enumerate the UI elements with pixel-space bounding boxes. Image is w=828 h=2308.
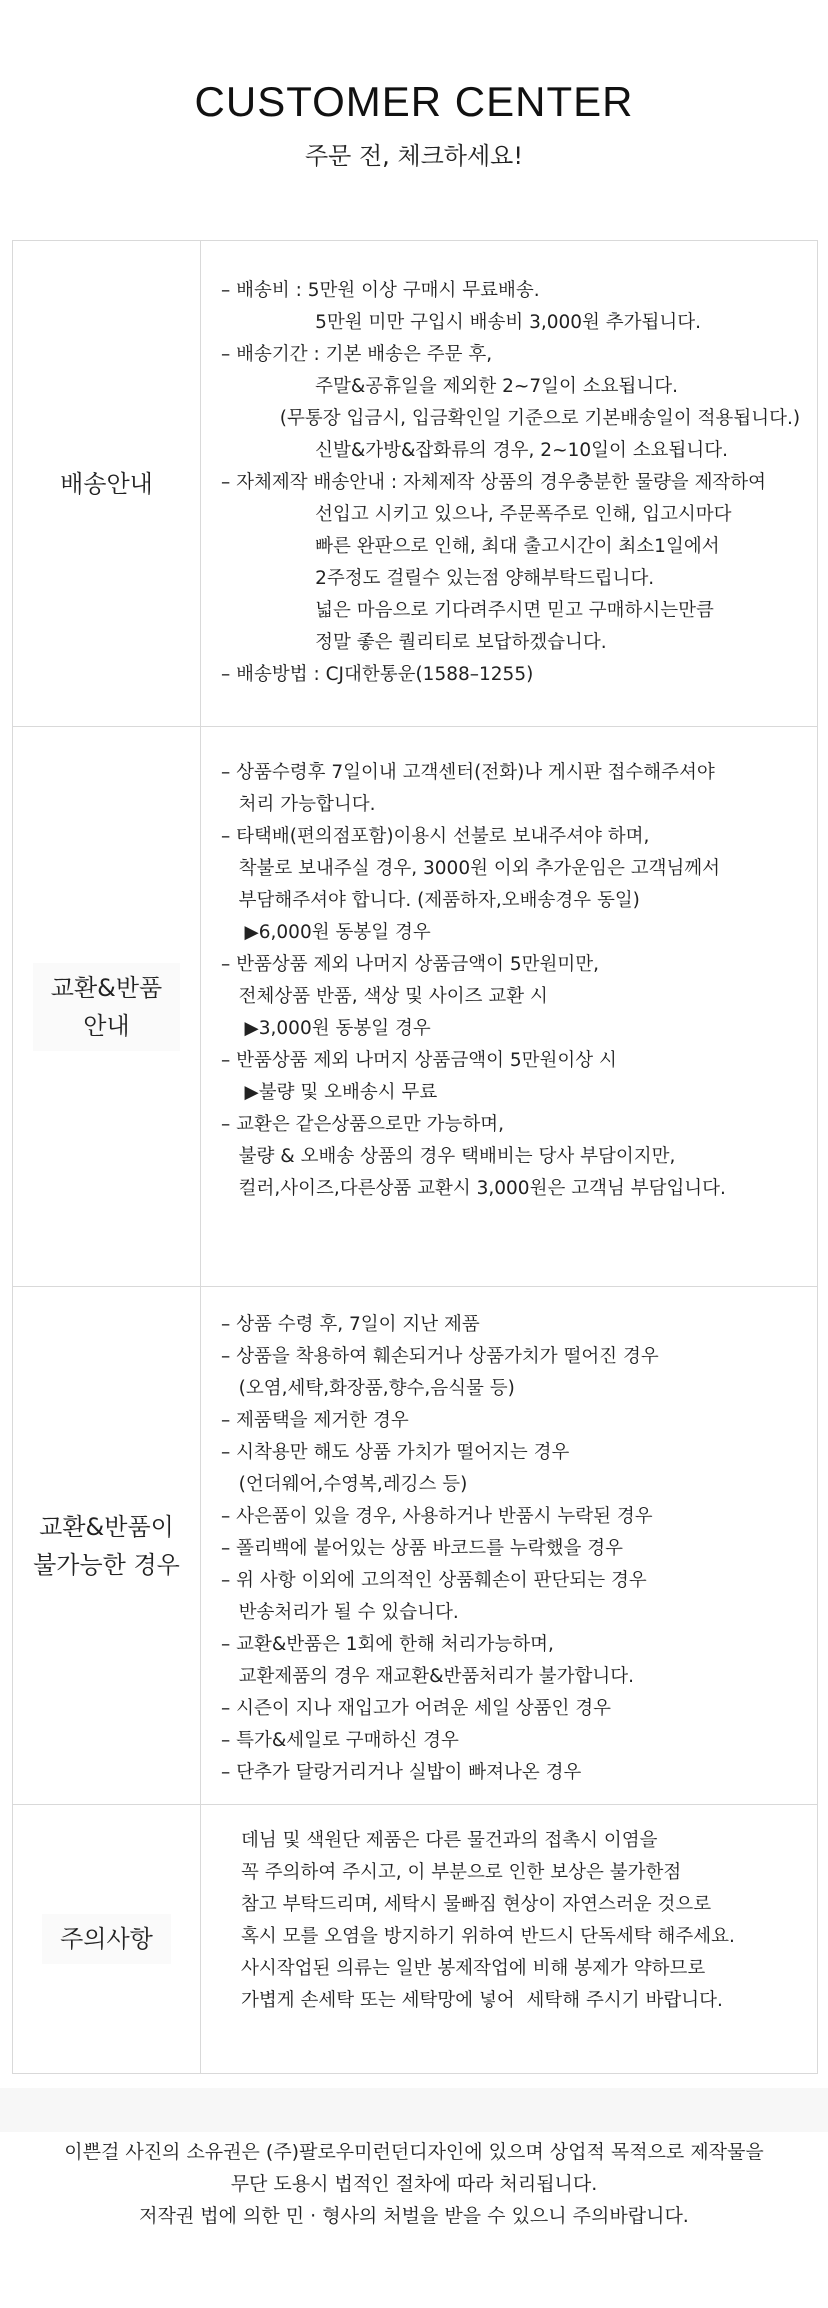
page-subtitle: 주문 전, 체크하세요! (305, 142, 523, 170)
not-possible-content (201, 1287, 817, 1804)
exchange-line: 불량 & 오배송 상품의 경우 택배비는 당사 부담이지만, (221, 1146, 676, 1167)
not-possible-line: – 제품택을 제거한 경우 (221, 1410, 409, 1431)
not-possible-line: – 상품을 착용하여 훼손되거나 상품가치가 떨어진 경우 (221, 1346, 659, 1367)
exchange-content (201, 727, 817, 1286)
copyright-footer (0, 2136, 828, 2232)
exchange-label-cell (13, 727, 201, 1286)
caution-label: 주의사항 (42, 1914, 171, 1964)
shipping-label: 배송안내 (60, 469, 153, 498)
not-possible-line: – 사은품이 있을 경우, 사용하거나 반품시 누락된 경우 (221, 1506, 653, 1527)
exchange-line: – 반품상품 제외 나머지 상품금액이 5만원이상 시 (221, 1050, 617, 1071)
not-possible-line: – 시착용만 해도 상품 가치가 떨어지는 경우 (221, 1442, 570, 1463)
exchange-line: – 교환은 같은상품으로만 가능하며, (221, 1114, 504, 1135)
shipping-line: 빠른 완판으로 인해, 최대 출고시간이 최소1일에서 (221, 536, 720, 557)
shipping-line: – 자체제작 배송안내 : 자체제작 상품의 경우충분한 물량을 제작하여 (221, 472, 767, 493)
exchange-section (13, 727, 817, 1287)
shipping-line: 정말 좋은 퀄리티로 보답하겠습니다. (221, 632, 607, 653)
caution-line: 데님 및 색원단 제품은 다른 물건과의 접촉시 이염을 (241, 1830, 658, 1851)
shipping-content (201, 241, 817, 726)
shipping-line: 2주정도 걸릴수 있는점 양해부탁드립니다. (221, 568, 655, 589)
not-possible-line: (오염,세탁,화장품,향수,음식물 등) (221, 1378, 515, 1399)
caution-section (13, 1805, 817, 2073)
shipping-line: 넓은 마음으로 기다려주시면 믿고 구매하시는만큼 (221, 600, 714, 621)
not-possible-label (33, 1508, 180, 1584)
shipping-line: 주말&공휴일을 제외한 2~7일이 소요됩니다. (221, 376, 679, 397)
shipping-line: 선입고 시키고 있으나, 주문폭주로 인해, 입고시마다 (221, 504, 732, 525)
shipping-label-cell (13, 241, 201, 726)
not-possible-line: – 특가&세일로 구매하신 경우 (221, 1730, 459, 1751)
shipping-line: 신발&가방&잡화류의 경우, 2~10일이 소요됩니다. (221, 440, 728, 461)
exchange-line: ▶불량 및 오배송시 무료 (221, 1082, 438, 1103)
shipping-line: 5만원 미만 구입시 배송비 3,000원 추가됩니다. (221, 312, 702, 333)
not-possible-line: – 위 사항 이외에 고의적인 상품훼손이 판단되는 경우 (221, 1570, 647, 1591)
exchange-label (33, 963, 180, 1051)
copyright-line: 이쁜걸 사진의 소유권은 (주)팔로우미런던디자인에 있으며 상업적 목적으로 제작물을 (64, 2141, 764, 2163)
caution-line: 가볍게 손세탁 또는 세탁망에 넣어 세탁해 주시기 바랍니다. (241, 1990, 723, 2011)
not-possible-line: – 상품 수령 후, 7일이 지난 제품 (221, 1314, 480, 1335)
exchange-line: – 타택배(편의점포함)이용시 선불로 보내주셔야 하며, (221, 826, 650, 847)
exchange-line: 착불로 보내주실 경우, 3000원 이외 추가운임은 고객님께서 (221, 858, 721, 879)
not-possible-line: 반송처리가 될 수 있습니다. (221, 1602, 459, 1623)
not-possible-label-cell (13, 1287, 201, 1804)
exchange-line: 처리 가능합니다. (221, 794, 376, 815)
caution-line: 혹시 모를 오염을 방지하기 위하여 반드시 단독세탁 해주세요. (241, 1926, 735, 1947)
not-possible-line: – 시즌이 지나 재입고가 어려운 세일 상품인 경우 (221, 1698, 611, 1719)
page-title: CUSTOMER CENTER (194, 78, 634, 125)
shipping-line: – 배송기간 : 기본 배송은 주문 후, (221, 344, 493, 365)
info-table (12, 240, 818, 2074)
copyright-line: 저작권 법에 의한 민 · 형사의 처벌을 받을 수 있으니 주의바랍니다. (139, 2205, 689, 2227)
not-possible-line: (언더웨어,수영복,레깅스 등) (221, 1474, 468, 1495)
exchange-line: 전체상품 반품, 색상 및 사이즈 교환 시 (221, 986, 548, 1007)
not-possible-section (13, 1287, 817, 1805)
exchange-line: 컬러,사이즈,다른상품 교환시 3,000원은 고객님 부담입니다. (221, 1178, 726, 1199)
not-possible-line: – 단추가 달랑거리거나 실밥이 빠져나온 경우 (221, 1762, 582, 1783)
exchange-line: ▶6,000원 동봉일 경우 (221, 922, 431, 943)
caution-line: 참고 부탁드리며, 세탁시 물빠짐 현상이 자연스러운 것으로 (241, 1894, 712, 1915)
shipping-section (13, 241, 817, 727)
exchange-label-line: 안내 (83, 1011, 130, 1040)
shipping-line: (무통장 입금시, 입금확인일 기준으로 기본배송일이 적용됩니다.) (221, 408, 801, 429)
exchange-label-line: 교환&반품 (50, 973, 163, 1002)
exchange-line: ▶3,000원 동봉일 경우 (221, 1018, 431, 1039)
caution-line: 꼭 주의하여 주시고, 이 부분으로 인한 보상은 불가한점 (241, 1862, 682, 1883)
copyright-line: 무단 도용시 법적인 절차에 따라 처리됩니다. (230, 2173, 598, 2195)
exchange-line: – 상품수령후 7일이내 고객센터(전화)나 게시판 접수해주셔야 (221, 762, 715, 783)
caution-line: 사시작업된 의류는 일반 봉제작업에 비해 봉제가 약하므로 (241, 1958, 706, 1979)
footer-divider-band (0, 2088, 828, 2132)
not-possible-label-line: 불가능한 경우 (33, 1550, 180, 1579)
shipping-line: – 배송방법 : CJ대한통운(1588–1255) (221, 664, 534, 685)
shipping-line: – 배송비 : 5만원 이상 구매시 무료배송. (221, 280, 540, 301)
not-possible-line: 교환제품의 경우 재교환&반품처리가 불가합니다. (221, 1666, 635, 1687)
caution-content (201, 1805, 817, 2073)
exchange-line: – 반품상품 제외 나머지 상품금액이 5만원미만, (221, 954, 599, 975)
caution-label-cell (13, 1805, 201, 2073)
exchange-line: 부담해주셔야 합니다. (제품하자,오배송경우 동일) (221, 890, 640, 911)
not-possible-line: – 폴리백에 붙어있는 상품 바코드를 누락했을 경우 (221, 1538, 623, 1559)
not-possible-line: – 교환&반품은 1회에 한해 처리가능하며, (221, 1634, 554, 1655)
not-possible-label-line: 교환&반품이 (39, 1512, 174, 1541)
